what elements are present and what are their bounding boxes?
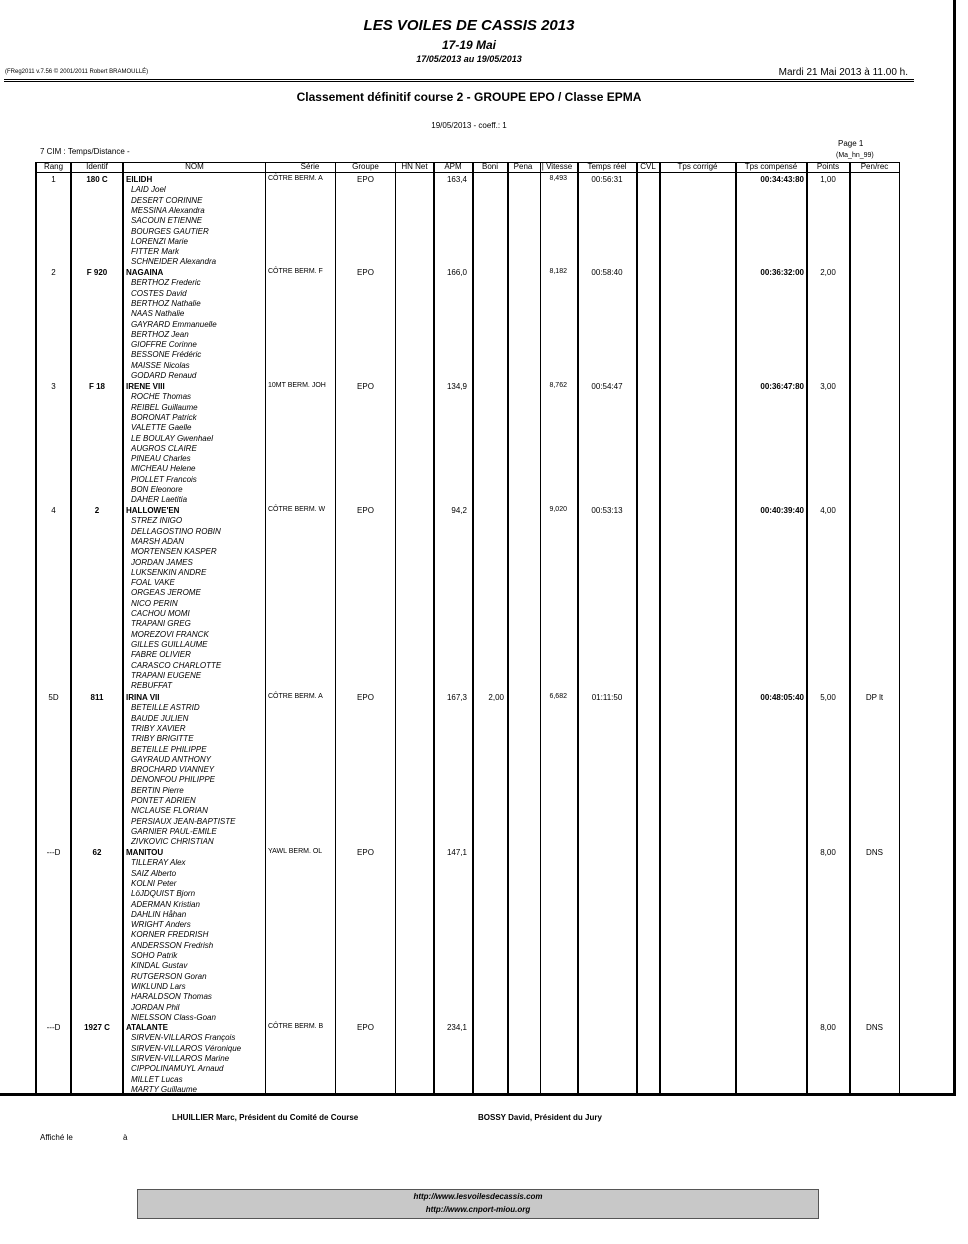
col-header-apm: APM — [444, 162, 462, 171]
crew-member: CARASCO CHARLOTTE — [131, 660, 222, 670]
serie-cell: CÔTRE BERM. A — [268, 175, 323, 182]
rang-cell: 4 — [51, 506, 56, 515]
serie-cell: CÔTRE BERM. B — [268, 1023, 324, 1030]
col-line — [472, 162, 474, 1095]
vitesse-cell: 8,762 — [549, 382, 567, 389]
rang-cell: 2 — [51, 268, 56, 277]
crew-member: NICLAUSE FLORIAN — [131, 806, 208, 816]
penrec-cell: DNS — [866, 848, 883, 857]
identif-cell: F 920 — [86, 268, 108, 277]
crew-member: CIPPOLINAMUYL Arnaud — [131, 1064, 224, 1074]
crew-member: CACHOU MOMI — [131, 609, 190, 618]
rang-cell: ---D — [46, 1023, 61, 1032]
penrec-cell: DP lt — [865, 693, 884, 702]
crew-member: BERTHOZ Nathalie — [131, 298, 201, 308]
crew-member: FOAL VAKE — [131, 578, 175, 588]
col-line — [636, 162, 638, 1095]
serie-cell: CÔTRE BERM. A — [268, 693, 323, 700]
crew-member: JORDAN JAMES — [131, 557, 193, 567]
identif-cell: 2 — [94, 506, 100, 515]
col-header-rang: Rang — [43, 162, 64, 171]
crew-member: NAAS Nathalie — [131, 309, 185, 319]
temps-reel-cell: 00:56:31 — [591, 175, 623, 184]
col-line — [122, 162, 124, 1095]
crew-member: TILLERAY Alex — [131, 858, 186, 868]
crew-member: WIKLUND Lars — [131, 981, 186, 991]
groupe-cell: EPO — [357, 382, 374, 391]
crew-member: WRIGHT Anders — [131, 920, 191, 930]
groupe-cell: EPO — [357, 848, 374, 857]
boat-name: NAGAINA — [126, 268, 164, 277]
page-frame-right — [953, 0, 956, 1095]
crew-member: LöJDQUIST Bjorn — [131, 889, 196, 899]
identif-cell: 180 C — [86, 175, 108, 184]
col-header-hnnet: HN Net — [401, 162, 428, 171]
apm-cell: 163,4 — [446, 175, 467, 184]
signature-race-committee: LHUILLIER Marc, Président du Comité de Course — [172, 1113, 359, 1122]
crew-member: SIRVEN-VILLAROS Marine — [131, 1053, 230, 1063]
crew-member: DENONFOU PHILIPPE — [131, 775, 216, 785]
col-line — [35, 162, 37, 1095]
serie-cell: CÔTRE BERM. W — [268, 506, 326, 513]
crew-member: ROCHE Thomas — [131, 392, 192, 402]
crew-member: MARSH ADAN — [131, 536, 185, 546]
crew-member: ADERMAN Kristian — [131, 899, 200, 909]
boat-name: HALLOWE'EN — [126, 506, 180, 515]
crew-member: PERSIAUX JEAN-BAPTISTE — [131, 816, 236, 826]
groupe-cell: EPO — [357, 506, 374, 515]
apm-cell: 147,1 — [446, 848, 467, 857]
tps-compense-cell: 00:34:43:80 — [760, 175, 804, 184]
apm-cell: 166,0 — [446, 268, 467, 277]
points-cell: 8,00 — [820, 848, 836, 857]
crew-member: SAIZ Alberto — [131, 868, 177, 878]
boni-cell: 2,00 — [488, 693, 504, 702]
col-line — [433, 162, 435, 1095]
crew-member: PINEAU Charles — [131, 454, 191, 464]
col-line — [849, 162, 851, 1095]
vitesse-cell: 8,493 — [549, 175, 567, 182]
crew-member: KOLNI Peter — [131, 878, 177, 888]
col-header-tps-corrige: Tps corrigé — [677, 162, 718, 171]
crew-member: BORONAT Patrick — [131, 412, 197, 422]
event-dates: 17-19 Mai — [441, 38, 497, 52]
temps-reel-cell: 01:11:50 — [591, 693, 623, 702]
col-line — [395, 162, 396, 1095]
col-line — [735, 162, 737, 1095]
crew-member: GARNIER PAUL-EMILE — [131, 826, 217, 836]
crew-member: ZIVKOVIC CHRISTIAN — [131, 837, 214, 847]
crew-member: NIELSSON Class-Goan — [131, 1012, 216, 1022]
event-title: LES VOILES DE CASSIS 2013 — [363, 17, 575, 34]
crew-member: MAISSE Nicolas — [131, 360, 190, 370]
crew-member: LORENZI Marie — [131, 236, 188, 246]
crew-member: DAHER Laetitia — [131, 495, 188, 505]
event-range: 17/05/2013 au 19/05/2013 — [416, 54, 522, 64]
crew-member: BESSONE Frédéric — [131, 350, 202, 360]
tps-compense-cell: 00:36:47:80 — [760, 382, 804, 391]
identif-cell: F 18 — [88, 382, 105, 391]
crew-member: TRIBY XAVIER — [131, 723, 186, 733]
penrec-cell: DNS — [866, 1023, 883, 1032]
col-line — [70, 162, 72, 1095]
crew-member: SIRVEN-VILLAROS François — [131, 1033, 236, 1043]
temps-reel-cell: 00:54:47 — [591, 382, 623, 391]
table-header-rule — [35, 172, 900, 173]
crew-member: SOHO Patrik — [131, 951, 178, 960]
crew-member: BETEILLE ASTRID — [131, 703, 200, 713]
col-header-tps-compense: Tps compensé — [744, 162, 798, 171]
crew-member: GILLES GUILLAUME — [131, 639, 208, 649]
apm-cell: 234,1 — [446, 1023, 467, 1032]
groupe-cell: EPO — [357, 1023, 374, 1032]
classement-title: Classement définitif course 2 - GROUPE EPO / Classe EPMA — [296, 90, 642, 104]
crew-member: BETEILLE PHILIPPE — [131, 744, 207, 754]
col-header-points: Points — [816, 162, 840, 171]
crew-member: MESSINA Alexandra — [131, 205, 205, 215]
crew-member: VALETTE Gaelle — [131, 423, 192, 433]
rang-cell: 1 — [51, 175, 56, 184]
crew-member: ORGEAS JEROME — [131, 588, 201, 598]
crew-member: BOURGES GAUTIER — [131, 226, 209, 236]
col-header-identif: Identif — [86, 162, 108, 171]
crew-member: LAID Joel — [131, 185, 166, 195]
crew-member: PIOLLET Francois — [131, 474, 197, 484]
cim-label: 7 CIM : Temps/Distance - — [40, 147, 130, 156]
col-line — [265, 162, 266, 1095]
crew-member: AUGROS CLAIRE — [131, 443, 197, 453]
temps-reel-cell: 00:58:40 — [591, 268, 623, 277]
crew-member: HARALDSON Thomas — [131, 992, 212, 1002]
points-cell: 5,00 — [820, 693, 836, 702]
tps-compense-cell: 00:40:39:40 — [760, 506, 804, 515]
groupe-cell: EPO — [357, 693, 374, 702]
boat-name: MANITOU — [126, 848, 164, 857]
col-header-boni: Boni — [481, 162, 498, 171]
crew-member: KORNER FREDRISH — [131, 930, 209, 940]
identif-cell: 811 — [90, 693, 104, 702]
crew-member: TRAPANI GREG — [131, 619, 191, 629]
points-cell: 1,00 — [820, 175, 836, 184]
col-line — [659, 162, 661, 1095]
links-box — [137, 1189, 819, 1219]
print-date: Mardi 21 Mai 2013 à 11.00 h. — [778, 67, 908, 78]
rang-cell: 3 — [51, 382, 56, 391]
coefficient: 19/05/2013 - coeff.: 1 — [431, 121, 507, 130]
crew-member: STREZ INIGO — [131, 516, 183, 526]
crew-member: LE BOULAY Gwenhael — [131, 433, 213, 443]
groupe-cell: EPO — [357, 175, 374, 184]
boat-name: EILIDH — [126, 175, 153, 184]
crew-member: MICHEAU Helene — [131, 464, 196, 474]
crew-member: GODARD Renaud — [131, 371, 197, 380]
page-subcode: (Ma_hn_99) — [836, 152, 874, 159]
tps-compense-cell: 00:48:05:40 — [760, 693, 804, 702]
col-line — [806, 162, 808, 1095]
groupe-cell: EPO — [357, 268, 374, 277]
crew-member: DELLAGOSTINO ROBIN — [131, 526, 221, 536]
link-cnport[interactable]: http://www.cnport-miou.org — [425, 1205, 531, 1214]
col-header-pena: Pena — [513, 162, 533, 171]
col-header-temps-reel: Temps réel — [587, 162, 627, 171]
serie-cell: YAWL BERM. OL — [268, 848, 323, 855]
crew-member: REBUFFAT — [131, 681, 173, 691]
crew-member: DESERT CORINNE — [131, 195, 203, 205]
posted-on-label: Affiché le — [40, 1133, 73, 1142]
crew-member: GIOFFRE Corinne — [131, 340, 197, 350]
col-line — [507, 162, 509, 1095]
crew-member: SACOUN ETIENNE — [131, 216, 203, 226]
link-voiles[interactable]: http://www.lesvoilesdecassis.com — [413, 1192, 543, 1201]
crew-member: REIBEL Guillaume — [131, 402, 198, 412]
boat-name: ATALANTE — [126, 1023, 168, 1032]
points-cell: 4,00 — [820, 506, 836, 515]
crew-member: TRIBY BRIGITTE — [131, 734, 194, 744]
crew-member: ANDERSSON Fredrish — [131, 940, 214, 950]
col-line — [899, 162, 900, 1095]
crew-member: BERTHOZ Frederic — [131, 278, 201, 288]
identif-cell: 1927 C — [84, 1023, 110, 1032]
boat-name: IRENE VIII — [126, 382, 165, 391]
crew-member: KINDAL Gustav — [131, 961, 188, 971]
crew-member: BERTIN Pierre — [131, 785, 184, 795]
crew-member: MILLET Lucas — [131, 1074, 183, 1084]
rang-cell: 5D — [48, 693, 59, 702]
col-header-penrec: Pen/rec — [860, 162, 889, 171]
crew-member: PONTET ADRIEN — [131, 796, 196, 805]
crew-member: GAYRAUD ANTHONY — [131, 754, 212, 764]
rang-cell: ---D — [46, 848, 61, 857]
signature-jury: BOSSY David, Président du Jury — [478, 1113, 602, 1122]
points-cell: 2,00 — [820, 268, 836, 277]
temps-reel-cell: 00:53:13 — [591, 506, 623, 515]
crew-member: FABRE OLIVIER — [131, 650, 191, 660]
points-cell: 3,00 — [820, 382, 836, 391]
crew-member: TRAPANI EUGENE — [131, 670, 202, 680]
crew-member: LUKSENKIN ANDRE — [131, 567, 207, 577]
crew-member: BAUDE JULIEN — [131, 713, 189, 723]
crew-member: FITTER Mark — [131, 247, 179, 257]
header-rule — [4, 79, 914, 80]
crew-member: BROCHARD VIANNEY — [131, 765, 215, 775]
crew-member: MARTY Guillaume — [131, 1084, 197, 1094]
crew-member: JORDAN Phil — [131, 1002, 180, 1012]
apm-cell: 167,3 — [446, 693, 467, 702]
crew-member: MORTENSEN KASPER — [131, 547, 217, 557]
col-header-cvl: CVL — [640, 162, 656, 171]
vitesse-cell: 9,020 — [549, 506, 567, 513]
posted-at-label: à — [123, 1133, 128, 1142]
serie-cell: 10MT BERM. JOH — [268, 382, 326, 389]
col-header-nom: NOM — [185, 162, 204, 171]
col-header-vitesse: | Vitesse — [541, 162, 573, 171]
tps-compense-cell: 00:36:32:00 — [760, 268, 804, 277]
crew-member: DAHLIN Håhan — [131, 909, 187, 919]
crew-member: RUTGERSON Goran — [131, 971, 207, 981]
boat-name: IRINA VII — [126, 693, 160, 702]
crew-member: COSTES David — [131, 288, 187, 298]
points-cell: 8,00 — [820, 1023, 836, 1032]
apm-cell: 94,2 — [451, 506, 467, 515]
serie-cell: CÔTRE BERM. F — [268, 268, 323, 275]
vitesse-cell: 8,182 — [549, 268, 567, 275]
col-line — [577, 162, 579, 1095]
col-header-serie: Série — [300, 162, 320, 171]
col-line — [540, 162, 541, 1095]
software-credit: (FReg2011 v.7.56 © 2001/2011 Robert BRAMOULLÉ) — [5, 69, 149, 75]
page-number: Page 1 — [838, 139, 864, 148]
col-header-groupe: Groupe — [352, 162, 379, 171]
vitesse-cell: 6,682 — [549, 693, 567, 700]
identif-cell: 62 — [92, 848, 102, 857]
apm-cell: 134,9 — [446, 382, 467, 391]
col-line — [335, 162, 336, 1095]
crew-member: MOREZOVI FRANCK — [131, 629, 209, 639]
crew-member: GAYRARD Emmanuelle — [131, 319, 217, 329]
crew-member: SCHNEIDER Alexandra — [131, 257, 217, 267]
crew-member: BON Eleonore — [131, 485, 183, 494]
header-rule-2 — [4, 81, 914, 82]
crew-member: NICO PERIN — [131, 598, 178, 608]
crew-member: SIRVEN-VILLAROS Véronique — [131, 1043, 242, 1053]
crew-member: BERTHOZ Jean — [131, 329, 189, 339]
